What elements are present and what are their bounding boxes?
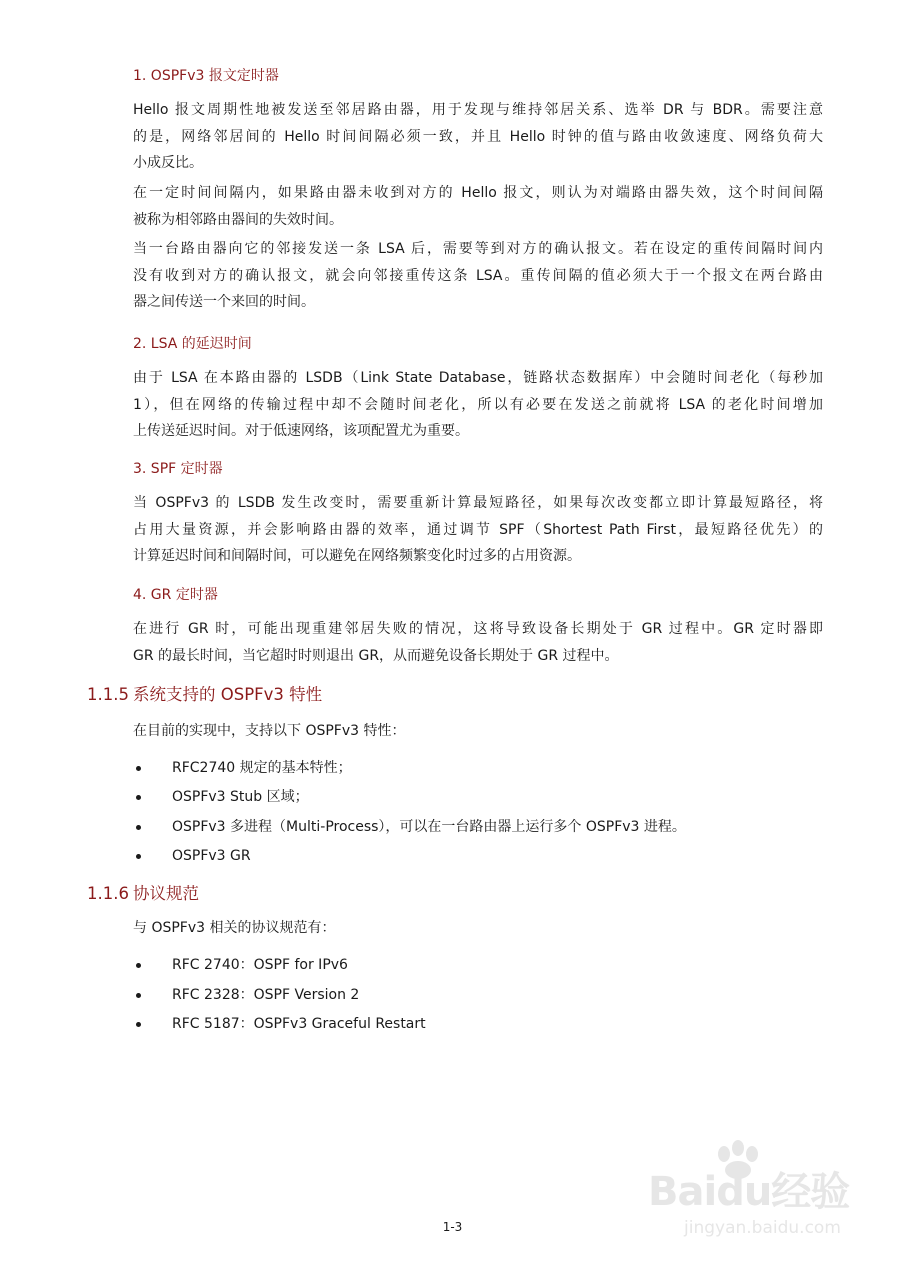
- watermark-url: jingyan.baidu.com: [684, 1218, 841, 1238]
- text-line: Hello 报文周期性地被发送至邻居路由器，用于发现与维持邻居关系、选举 DR 与 BDR。需要注意: [133, 102, 823, 118]
- paragraph-retransmit-interval: [133, 236, 823, 316]
- page-number: 1-3: [442, 1220, 463, 1234]
- bullet-dot: [136, 963, 141, 968]
- text-line: 在进行 GR 时，可能出现重建邻居失败的情况，这将导致设备长期处于 GR 过程中。GR 定时器即: [133, 621, 823, 637]
- heading-1-1-5: [87, 684, 322, 706]
- bullet-dot: [136, 993, 141, 998]
- text-line: 小成反比。: [133, 155, 203, 172]
- paragraph-specs-intro: [133, 915, 823, 942]
- list-item-text: RFC 2328：OSPF Version 2: [172, 987, 360, 1003]
- heading-gr-timer: 4. GR 定时器: [133, 587, 218, 603]
- list-item-text: OSPFv3 多进程（Multi-Process），可以在一台路由器上运行多个 OSPFv3 进程。: [172, 819, 686, 835]
- text-line: 的是，网络邻居间的 Hello 时间间隔必须一致，并且 Hello 时钟的值与路由收敛速度、网络负荷大: [133, 128, 823, 145]
- text-line: 当一台路由器向它的邻接发送一条 LSA 后，需要等到对方的确认报文。若在设定的重传间隔时间内: [133, 241, 823, 257]
- list-item-text: OSPFv3 Stub 区域；: [172, 789, 309, 805]
- text-line: 器之间传送一个来回的时间。: [133, 294, 315, 311]
- heading-lsa-delay: 2. LSA 的延迟时间: [133, 336, 252, 352]
- paragraph-features-intro: [133, 718, 823, 745]
- paragraph-hello-interval: [133, 97, 823, 177]
- section-number: 1.1.6: [87, 884, 129, 903]
- text-line: 由于 LSA 在本路由器的 LSDB（Link State Database，链路状态数据库）中会随时间老化（每秒加: [133, 370, 823, 386]
- list-item-text: RFC 5187：OSPFv3 Graceful Restart: [172, 1016, 426, 1032]
- bullet-dot: [136, 1022, 141, 1027]
- section-title: 协议规范: [133, 884, 199, 903]
- list-item-text: RFC2740 规定的基本特性；: [172, 760, 352, 776]
- list-item-text: RFC 2740：OSPF for IPv6: [172, 957, 348, 973]
- section-number: 1.1.5: [87, 685, 129, 704]
- list-item-text: OSPFv3 GR: [172, 848, 251, 864]
- bullet-dot: [136, 766, 141, 771]
- bullet-dot: [136, 825, 141, 830]
- heading-ospfv3-packet-timers: 1. OSPFv3 报文定时器: [133, 68, 279, 84]
- heading-spf-timer: 3. SPF 定时器: [133, 461, 223, 477]
- text-line: 没有收到对方的确认报文，就会向邻接重传这条 LSA。重传间隔的值必须大于一个报文在两台路由: [133, 267, 823, 284]
- text-line: 与 OSPFv3 相关的协议规范有：: [133, 920, 336, 936]
- text-line: 在一定时间间隔内，如果路由器未收到对方的 Hello 报文，则认为对端路由器失效，这个时间间隔: [133, 185, 823, 201]
- section-title: 系统支持的 OSPFv3 特性: [133, 685, 323, 704]
- paragraph-gr-timer: [133, 616, 823, 669]
- watermark-logo: Baidu经验: [648, 1169, 850, 1215]
- text-line: 计算延迟时间和间隔时间，可以避免在网络频繁变化时过多的占用资源。: [133, 548, 581, 565]
- paragraph-lsa-delay: [133, 365, 823, 445]
- text-line: GR 的最长时间，当它超时时则退出 GR，从而避免设备长期处于 GR 过程中。: [133, 647, 619, 664]
- paragraph-spf-timer: [133, 490, 823, 570]
- text-line: 占用大量资源，并会影响路由器的效率，通过调节 SPF（Shortest Path First，最短路径优先）的: [133, 521, 823, 538]
- heading-1-1-6: [87, 883, 199, 905]
- bullet-dot: [136, 795, 141, 800]
- text-line: 在目前的实现中，支持以下 OSPFv3 特性：: [133, 723, 406, 739]
- text-line: 1），但在网络的传输过程中却不会随时间老化，所以有必要在发送之前就将 LSA 的老化时间增加: [133, 396, 823, 413]
- paragraph-dead-interval: [133, 180, 823, 233]
- text-line: 上传送延迟时间。对于低速网络，该项配置尤为重要。: [133, 423, 469, 440]
- text-line: 当 OSPFv3 的 LSDB 发生改变时，需要重新计算最短路径，如果每次改变都立即计算最短路径，将: [133, 495, 823, 511]
- text-line: 被称为相邻路由器间的失效时间。: [133, 211, 343, 228]
- bullet-dot: [136, 854, 141, 859]
